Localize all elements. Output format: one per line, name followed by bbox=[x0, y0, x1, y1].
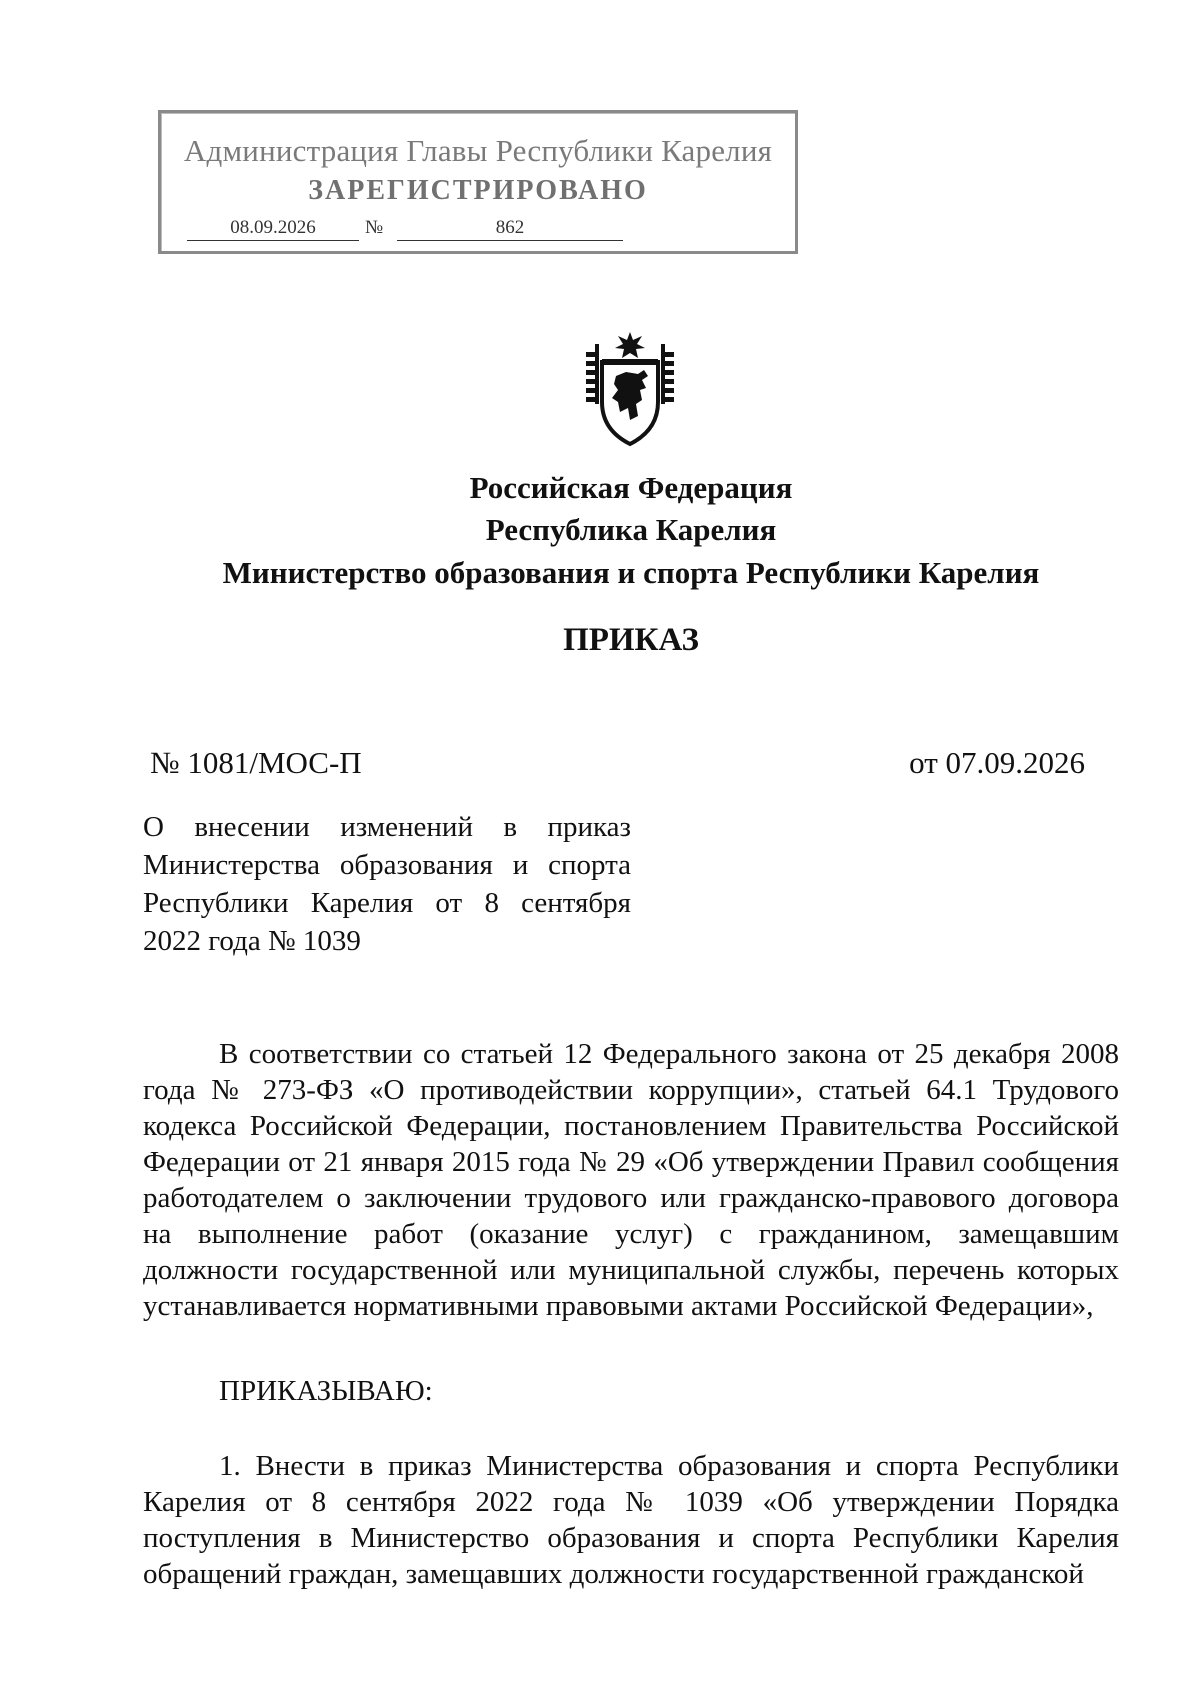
stamp-registration-row bbox=[187, 217, 767, 243]
directive-word: ПРИКАЗЫВАЮ: bbox=[219, 1375, 433, 1407]
karelia-coat-of-arms-icon bbox=[582, 330, 678, 448]
order-date: от 07.09.2026 bbox=[909, 745, 1085, 780]
order-number: № 1081/МОС-П bbox=[150, 745, 362, 780]
registration-stamp bbox=[158, 110, 798, 254]
document-title: ПРИКАЗ bbox=[563, 622, 699, 658]
header-country: Российская Федерация bbox=[469, 470, 793, 505]
header-region: Республика Карелия bbox=[485, 512, 777, 547]
item-1-paragraph: 1. Внести в приказ Министерства образования и спорта Республики Карелия от 8 сентября 2022 года № 1039 «Об утверждении Порядка поступления в Министерство образования и спорта Республики Карелия обращений граждан, замещавших должности государственной гражданской bbox=[143, 1450, 1119, 1590]
stamp-number-sign: № bbox=[365, 217, 384, 238]
stamp-registered-label: ЗАРЕГИСТРИРОВАНО bbox=[308, 175, 648, 206]
stamp-date: 08.09.2026 bbox=[187, 217, 359, 241]
header-ministry: Министерство образования и спорта Республики Карелия bbox=[222, 555, 1040, 590]
stamp-number: 862 bbox=[397, 217, 623, 241]
stamp-authority: Администрация Главы Республики Карелия bbox=[183, 133, 773, 168]
order-subject: О внесении изменений в приказ Министерства образования и спорта Республики Карелия от 8 сентября 2022 года № 1039 bbox=[143, 811, 631, 957]
preamble-paragraph: В соответствии со статьей 12 Федерального закона от 25 декабря 2008 года № 273-ФЗ «О противодействии коррупции», статьей 64.1 Трудового кодекса Российской Федерации, постановлением Правительства Российской Федерации от 21 января 2015 года № 29 «Об утверждении Правил сообщения работодателем о заключении трудового или гражданско-правового договора на выполнение работ (оказание услуг) с гражданином, замещавшим должности государственной или муниципальной службы, перечень которых устанавливается нормативными правовыми актами Российской Федерации», bbox=[143, 1038, 1119, 1322]
